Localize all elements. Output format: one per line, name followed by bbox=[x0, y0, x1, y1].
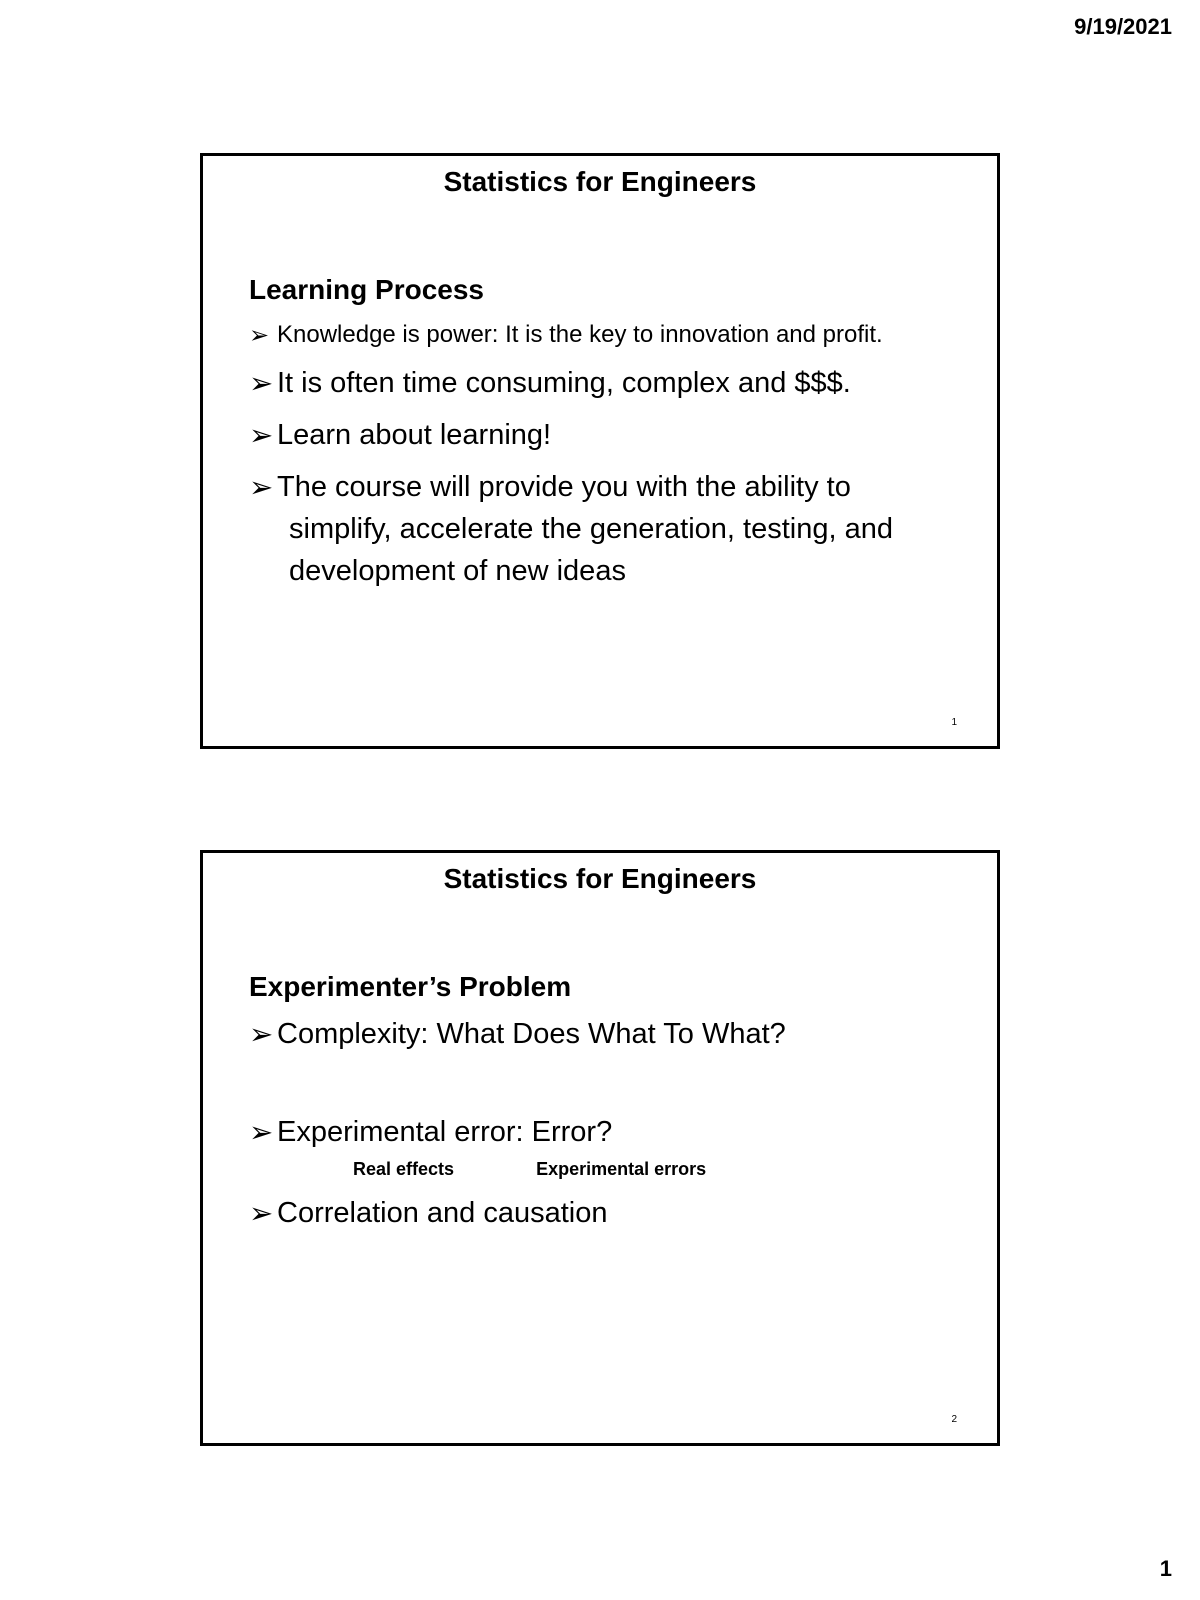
bullet-text: Complexity: What Does What To What? bbox=[277, 1018, 786, 1050]
arrowhead-bullet-icon: ➢ bbox=[249, 470, 274, 504]
slide-body bbox=[249, 274, 957, 592]
slide-title: Statistics for Engineers bbox=[443, 166, 757, 197]
bullet-text: Experimental error: Error? bbox=[277, 1116, 613, 1148]
arrowhead-bullet-icon: ➢ bbox=[249, 321, 270, 349]
bullet-text: The course will provide you with the ability to bbox=[277, 471, 851, 503]
bullet-item bbox=[249, 1192, 957, 1234]
page-number: 1 bbox=[1159, 1556, 1172, 1581]
bullet-item bbox=[249, 362, 957, 404]
slide-title: Statistics for Engineers bbox=[443, 863, 757, 894]
slide-1 bbox=[200, 153, 1000, 749]
bullet-item bbox=[249, 1013, 957, 1055]
sub-label-experimental-errors: Experimental errors bbox=[536, 1159, 707, 1179]
bullet-item bbox=[249, 1111, 957, 1153]
bullet-item bbox=[249, 466, 957, 508]
bullet-text: Correlation and causation bbox=[277, 1197, 608, 1229]
bullet-text: Learn about learning! bbox=[277, 419, 552, 451]
bullet-text: Knowledge is power: It is the key to innovation and profit. bbox=[277, 321, 883, 348]
slide-number: 1 bbox=[951, 717, 957, 728]
section-heading: Learning Process bbox=[249, 274, 484, 305]
bullet-continuation: simplify, accelerate the generation, testing, and development of new ideas bbox=[289, 513, 893, 587]
arrowhead-bullet-icon: ➢ bbox=[249, 1196, 274, 1230]
arrowhead-bullet-icon: ➢ bbox=[249, 1017, 274, 1051]
section-heading: Experimenter’s Problem bbox=[249, 971, 572, 1002]
bullet-item bbox=[249, 414, 957, 456]
sub-label-real-effects: Real effects bbox=[353, 1159, 455, 1179]
bullet-item bbox=[249, 316, 957, 354]
slide-body bbox=[249, 971, 957, 1244]
page-date: 9/19/2021 bbox=[1074, 14, 1172, 39]
sub-labels bbox=[353, 1159, 957, 1180]
spacer bbox=[249, 1065, 957, 1111]
arrowhead-bullet-icon: ➢ bbox=[249, 366, 274, 400]
arrowhead-bullet-icon: ➢ bbox=[249, 418, 274, 452]
slide-number: 2 bbox=[951, 1414, 957, 1425]
arrowhead-bullet-icon: ➢ bbox=[249, 1115, 274, 1149]
slide-2 bbox=[200, 850, 1000, 1446]
bullet-text: It is often time consuming, complex and $$$. bbox=[277, 367, 851, 399]
